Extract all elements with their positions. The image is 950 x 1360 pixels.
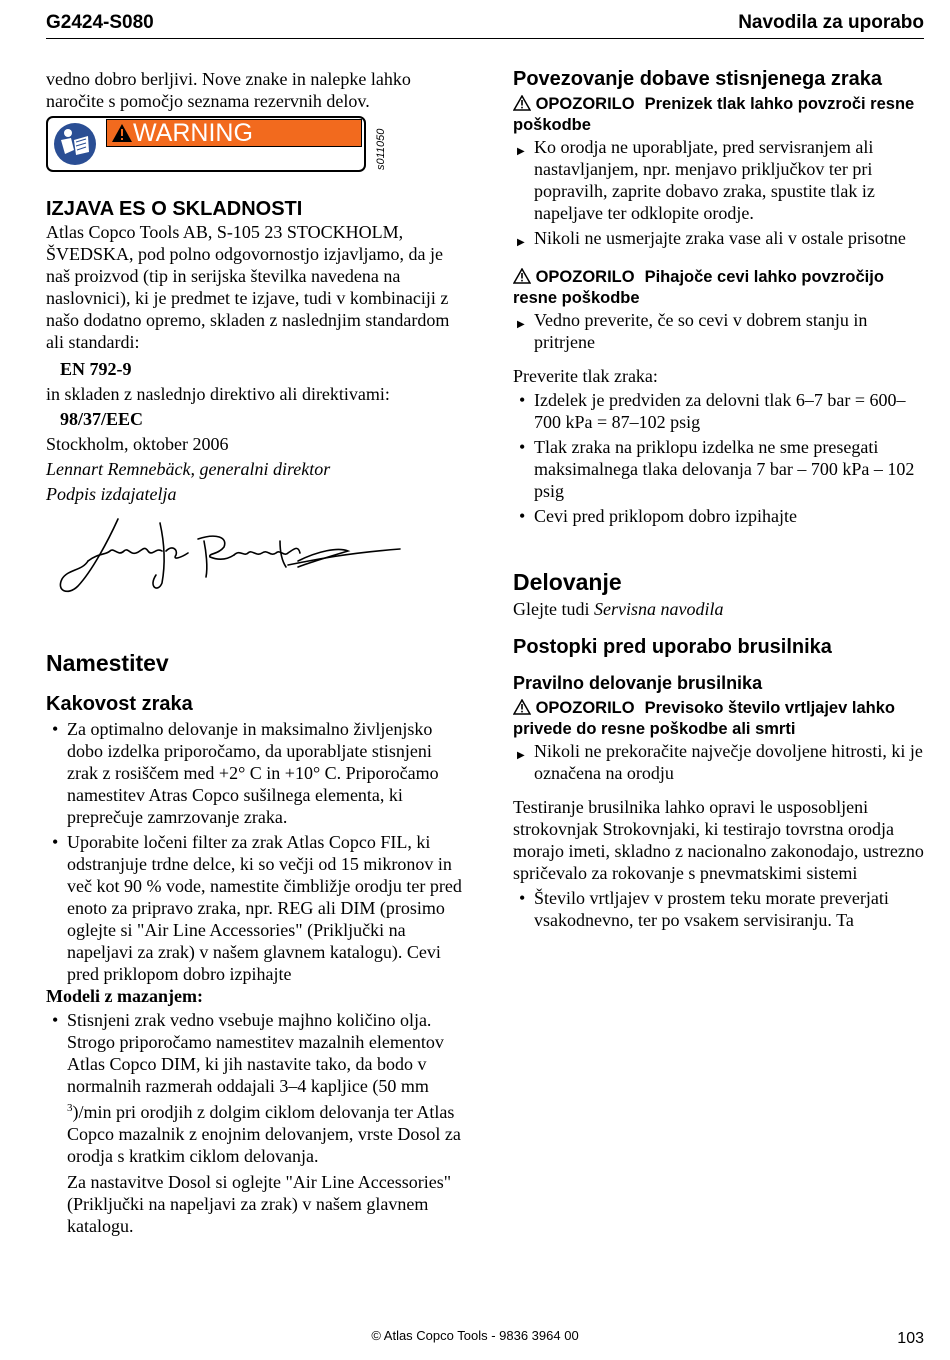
check-pressure-list	[513, 389, 928, 527]
warning-label-image	[46, 116, 387, 172]
label-code: s011050	[375, 128, 387, 170]
warning-title: Previsoko število vrtljajev lahko privede do resne poškodbe ali smrti	[513, 699, 895, 738]
list-item: ▶ Nikoli ne prekoračite največje dovoljene hitrosti, ki je označena na orodju	[513, 740, 928, 784]
list-item: ▶ Vedno preverite, če so cevi v dobrem stanju in pritrjene	[513, 309, 928, 353]
list-item: • Tlak zraka na priklopu izdelka ne sme presegati maksimalnega tlaka delovanja 7 bar – 700 kPa – 102 psig	[513, 436, 928, 502]
warning-banner-text: WARNING	[133, 119, 253, 147]
air-quality-list	[46, 718, 466, 985]
list-item: ▶ Ko orodja ne uporabljate, pred servisranjem ali nastavljanjem, npr. menjavo priključkov ter pri popravilh, zaprite dobavo zraka, spustite tlak iz napeljave ter odklopite orodje.	[513, 136, 928, 224]
warning-word: OPOZORILO	[535, 95, 635, 113]
lubricated-heading: Modeli z mazanjem:	[46, 986, 203, 1006]
left-column	[46, 68, 466, 1237]
warning-title: Prenizek tlak lahko povzroči resne poškodbe	[513, 95, 915, 134]
declaration-directive: 98/37/EEC	[60, 409, 144, 429]
right-column	[513, 68, 928, 931]
superscript: 3	[67, 1102, 73, 1114]
see-also	[513, 598, 928, 620]
see-also-ref: Servisna navodila	[593, 599, 724, 619]
footer-copyright: © Atlas Copco Tools - 9836 3964 00	[371, 1328, 579, 1343]
lubricated-text-a: Stisnjeni zrak vedno vsebuje majhno količino olja. Strogo priporočamo namestitev mazalnih elementov Atlas Copco DIM, ki jih nastavite tako, da bodo v normalnih razmerah oddajali 3–4 kapljice (50 mm	[67, 1010, 444, 1096]
declaration-signer: Lennart Remnebäck, generalni direktor	[46, 459, 331, 479]
list-item: • Število vrtljajev v prostem teku morate preverjati vsakodnevno, ter po vsakem servisiranju. Ta	[513, 887, 928, 931]
signature-caption: Podpis izdajatelja	[46, 484, 177, 504]
list-item: • Uporabite ločeni filter za zrak Atlas Copco FIL, ki odstranjuje trdne delce, ki so večji od 15 mikronov in več kot 90 % vode, namestite čimbližje orodju ter pred enoto za pripravo zraka, npr. REG ali DIM (prosimo oglejte si "Air Line Accessories" (Priključki na napeljavi za zrak) v našem glavnem katalogu). Cevi pred priklopom dobro izpihajte	[46, 831, 466, 985]
lubricated-text-b: )/min pri orodjih z dolgim ciklom delovanja ter Atlas Copco mazalnik z enojnim delovanjem, vrste Dosol za orodja s kratkim ciklom delovanja.	[67, 1102, 461, 1166]
check-pressure-label: Preverite tlak zraka:	[513, 366, 658, 386]
correct-operation-heading: Pravilno delovanje brusilnika	[513, 673, 763, 693]
declaration-standard: EN 792-9	[60, 359, 132, 379]
intro-text: vedno dobro berljivi. Nove znake in nalepke lahko naročite s pomočjo seznama rezervnih delov.	[46, 69, 411, 111]
declaration-text: Atlas Copco Tools AB, S-105 23 STOCKHOLM, ŠVEDSKA, pod polno odgovornostjo izjavljamo, da je naš proizvod (tip in serijska številka navedena na naslovnici), ki je predmet te izjave, tudi v kombinaciji z našo dodatno opremo, skladen z naslednjim standardom ali standardi:	[46, 222, 450, 352]
operation-heading: Delovanje	[513, 569, 622, 595]
declaration-place-date: Stockholm, oktober 2006	[46, 434, 229, 454]
list-item: • Izdelek je predviden za delovni tlak 6–7 bar = 600–700 kPa = 87–102 psig	[513, 389, 928, 433]
warning-word: OPOZORILO	[535, 699, 635, 717]
warning-title: Pihajoče cevi lahko povzročijo resne poškodbe	[513, 268, 884, 307]
warning-3-list	[513, 740, 928, 784]
warning-1-list	[513, 136, 928, 249]
installation-heading: Namestitev	[46, 650, 169, 676]
list-item: • Za optimalno delovanje in maksimalno življenjsko dobo izdelka priporočamo, da uporabljate stisnjeni zrak z rosiščem med +2° C in +10° C. Priporočamo namestitev Atras Copco sušilnega elementa, ki preprečuje zamrzovanje zraka.	[46, 718, 466, 828]
dosol-note: Za nastavitve Dosol si oglejte "Air Line Accessories" (Priključki na napeljavi za zrak) v našem glavnem katalogu.	[67, 1172, 452, 1236]
warning-block-1	[513, 94, 928, 136]
warning-triangle-icon	[111, 123, 133, 143]
lubricated-list	[46, 1009, 466, 1167]
declaration-heading: IZJAVA ES O SKLADNOSTI	[46, 198, 303, 220]
warning-triangle-icon	[513, 268, 531, 284]
warning-banner	[106, 119, 362, 147]
see-also-prefix: Glejte tudi	[513, 599, 590, 619]
testing-text: Testiranje brusilnika lahko opravi le usposobljeni strokovnjak Strokovnjaki, ki testirajo tovrstna orodja morajo imeti, skladno z nacionalno zakonodajo, ustrezno spričevalo za rokovanje s pnevmatskimi sistemi	[513, 797, 924, 883]
list-item: • Cevi pred priklopom dobro izpihajte	[513, 505, 928, 527]
doc-code: G2424-S080	[46, 12, 154, 33]
warning-block-2	[513, 267, 928, 309]
manual-reader-icon	[52, 122, 98, 166]
warning-2-list	[513, 309, 928, 353]
rpm-check-list	[513, 887, 928, 931]
doc-title: Navodila za uporabo	[738, 12, 924, 33]
page-header	[46, 10, 924, 39]
declaration-directive-text: in skladen z naslednjo direktivo ali direktivami:	[46, 384, 390, 404]
warning-triangle-icon	[513, 699, 531, 715]
signature-image	[48, 511, 408, 601]
page-number: 103	[897, 1330, 924, 1347]
air-quality-heading: Kakovost zraka	[46, 693, 193, 715]
air-supply-heading: Povezovanje dobave stisnjenega zraka	[513, 68, 883, 90]
pre-use-heading: Postopki pred uporabo brusilnika	[513, 636, 832, 658]
list-item: ▶ Nikoli ne usmerjajte zraka vase ali v ostale prisotne	[513, 227, 928, 249]
list-item	[46, 1009, 466, 1167]
warning-block-3	[513, 698, 928, 740]
warning-word: OPOZORILO	[535, 268, 635, 286]
warning-triangle-icon	[513, 95, 531, 111]
